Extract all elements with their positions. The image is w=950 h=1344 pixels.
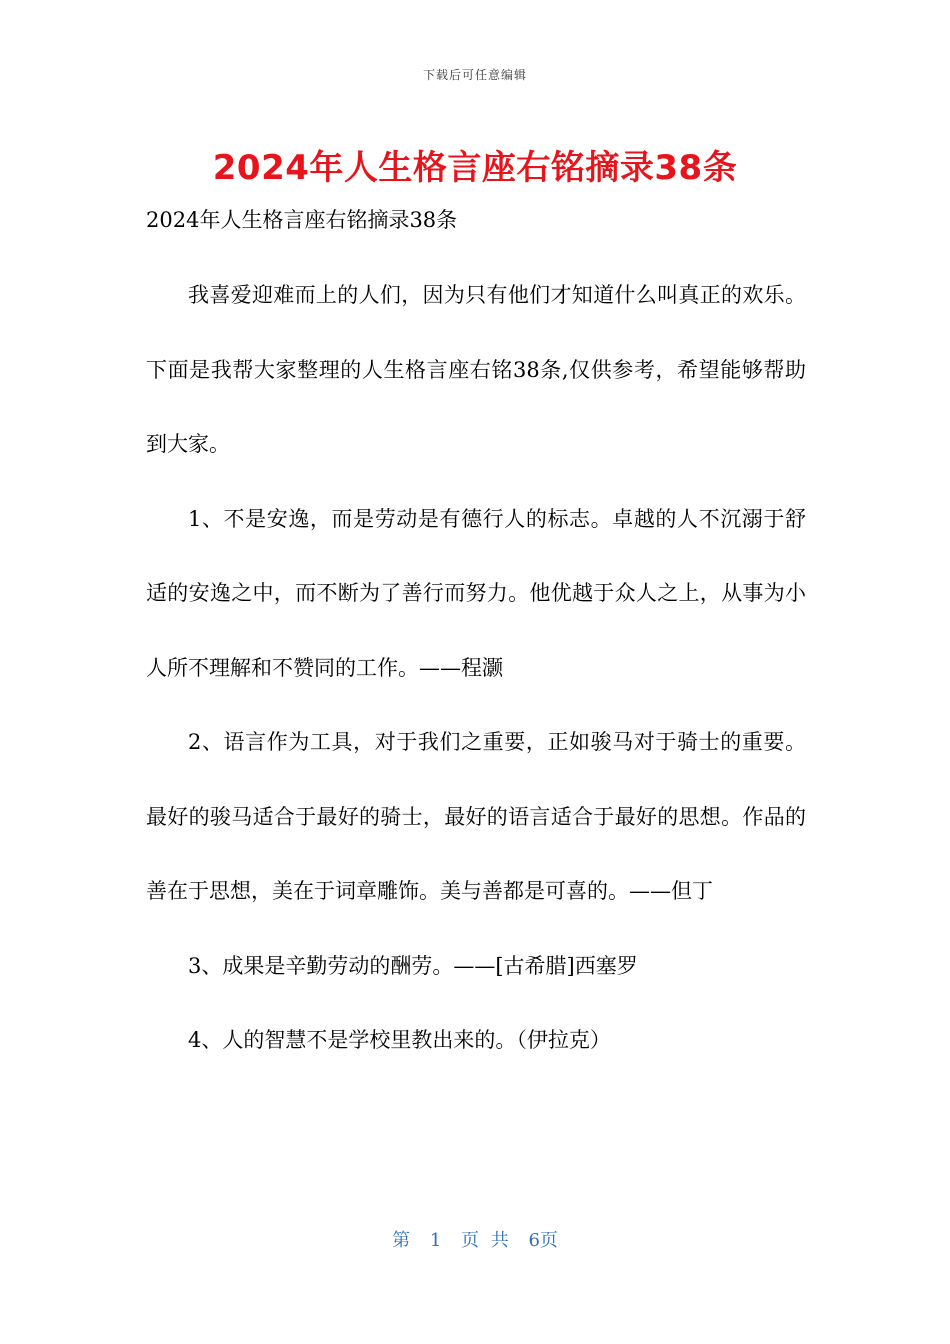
page-footer: [0, 1226, 950, 1252]
quote-paragraph-4: 4、人的智慧不是学校里教出来的。（伊拉克）: [188, 1028, 611, 1052]
header-note: 下载后可任意编辑: [422, 68, 527, 82]
document-subtitle: 2024年人生格言座右铭摘录38条: [146, 208, 458, 232]
quote-paragraph-2: 2、语言作为工具，对于我们之重要，正如骏马对于骑士的重要。最好的骏马适合于最好的骑士，最好的语言适合于最好的思想。作品的善在于思想，美在于词章雕饰。美与善都是可喜的。——但丁: [146, 730, 806, 903]
quote-paragraph-3: 3、成果是辛勤劳动的酬劳。——[古希腊]西塞罗: [188, 953, 638, 978]
page-prefix: 第: [392, 1230, 411, 1251]
document-title: 2024年人生格言座右铭摘录38条: [212, 148, 738, 188]
page-total: 6页: [528, 1230, 558, 1251]
intro-paragraph: 我喜爱迎难而上的人们，因为只有他们才知道什么叫真正的欢乐。下面是我帮大家整理的人生格言座右铭38条,仅供参考，希望能够帮助到大家。: [146, 283, 806, 456]
page-middle: 页 共: [461, 1230, 509, 1251]
document-body: [146, 258, 806, 1078]
page-current: 1: [429, 1230, 442, 1251]
quote-paragraph-1: 1、不是安逸，而是劳动是有德行人的标志。卓越的人不沉溺于舒适的安逸之中，而不断为了善行而努力。他优越于众人之上，从事为小人所不理解和不赞同的工作。——程灏: [146, 506, 806, 680]
